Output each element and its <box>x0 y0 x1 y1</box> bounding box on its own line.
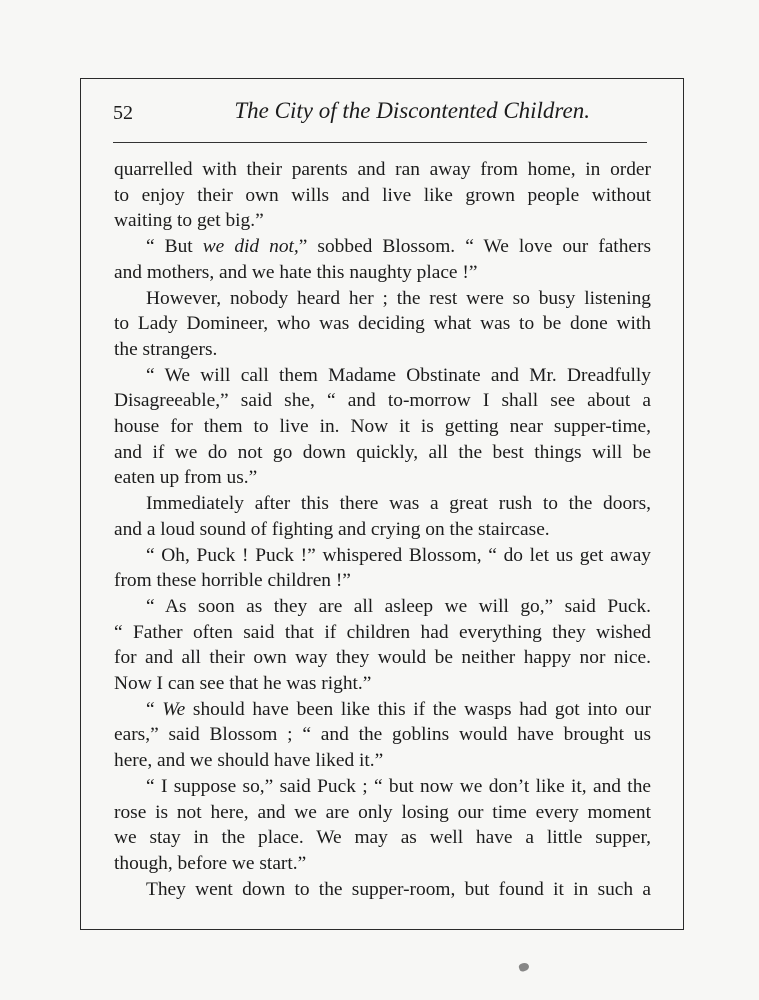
running-header <box>113 98 650 134</box>
text-line: and if we do not go down quickly, all the best things will be <box>114 441 651 463</box>
emphasis-text: we did not, <box>202 236 299 258</box>
running-title: The City of the Discontented Children. <box>234 98 590 123</box>
text-line: “ We will call them Madame Obstinate and Mr. Dreadfully <box>146 364 651 386</box>
text-line: and a loud sound of fighting and crying on the staircase. <box>114 518 550 540</box>
text-line: “ Oh, Puck ! Puck !” whispered Blossom, “ do let us get away <box>146 544 651 566</box>
text-line: we stay in the place. We may as well have a little supper, <box>114 827 651 849</box>
header-rule <box>113 142 647 143</box>
text-run: ” sobbed Blossom. “ We love our fathers <box>298 236 652 258</box>
text-line: though, before we start.” <box>114 852 307 874</box>
text-line: the strangers. <box>114 338 218 360</box>
text-line: here, and we should have liked it.” <box>114 750 384 772</box>
text-line <box>114 697 651 723</box>
text-line: They went down to the supper-room, but found it in such a <box>146 878 651 900</box>
text-line: and mothers, and we hate this naughty place !” <box>114 261 478 283</box>
text-line: rose is not here, and we are only losing our time every moment <box>114 801 651 823</box>
text-line: Now I can see that he was right.” <box>114 673 372 695</box>
text-line: “ Father often said that if children had everything they wished <box>114 621 651 643</box>
text-line: for and all their own way they would be neither happy nor nice. <box>114 647 651 669</box>
text-line: waiting to get big.” <box>114 210 264 232</box>
text-line: Immediately after this there was a great rush to the doors, <box>146 493 651 515</box>
ink-smudge <box>518 962 530 973</box>
emphasis-text: We <box>162 698 186 720</box>
text-line: quarrelled with their parents and ran away from home, in order <box>114 159 651 180</box>
text-run: “ <box>146 698 163 720</box>
text-run: “ But <box>146 236 203 258</box>
text-line: eaten up from us.” <box>114 467 258 489</box>
text-line: “ As soon as they are all asleep we will go,” said Puck. <box>146 595 651 617</box>
text-line: ears,” said Blossom ; “ and the goblins would have brought us <box>114 724 651 746</box>
text-line: house for them to live in. Now it is getting near supper-time, <box>114 416 651 438</box>
body-text <box>114 157 651 902</box>
text-line: However, nobody heard her ; the rest were so busy listening <box>146 287 651 309</box>
text-line: Disagreeable,” said she, “ and to-morrow I shall see about a <box>114 390 651 412</box>
page-number: 52 <box>113 102 133 124</box>
text-line: to Lady Domineer, who was deciding what was to be done with <box>114 313 651 335</box>
text-line: from these horrible children !” <box>114 570 351 592</box>
text-line: “ I suppose so,” said Puck ; “ but now we don’t like it, and the <box>146 775 651 797</box>
text-line: to enjoy their own wills and live like grown people without <box>114 184 651 206</box>
text-line <box>114 234 651 260</box>
text-run: should have been like this if the wasps had got into our <box>185 698 651 720</box>
